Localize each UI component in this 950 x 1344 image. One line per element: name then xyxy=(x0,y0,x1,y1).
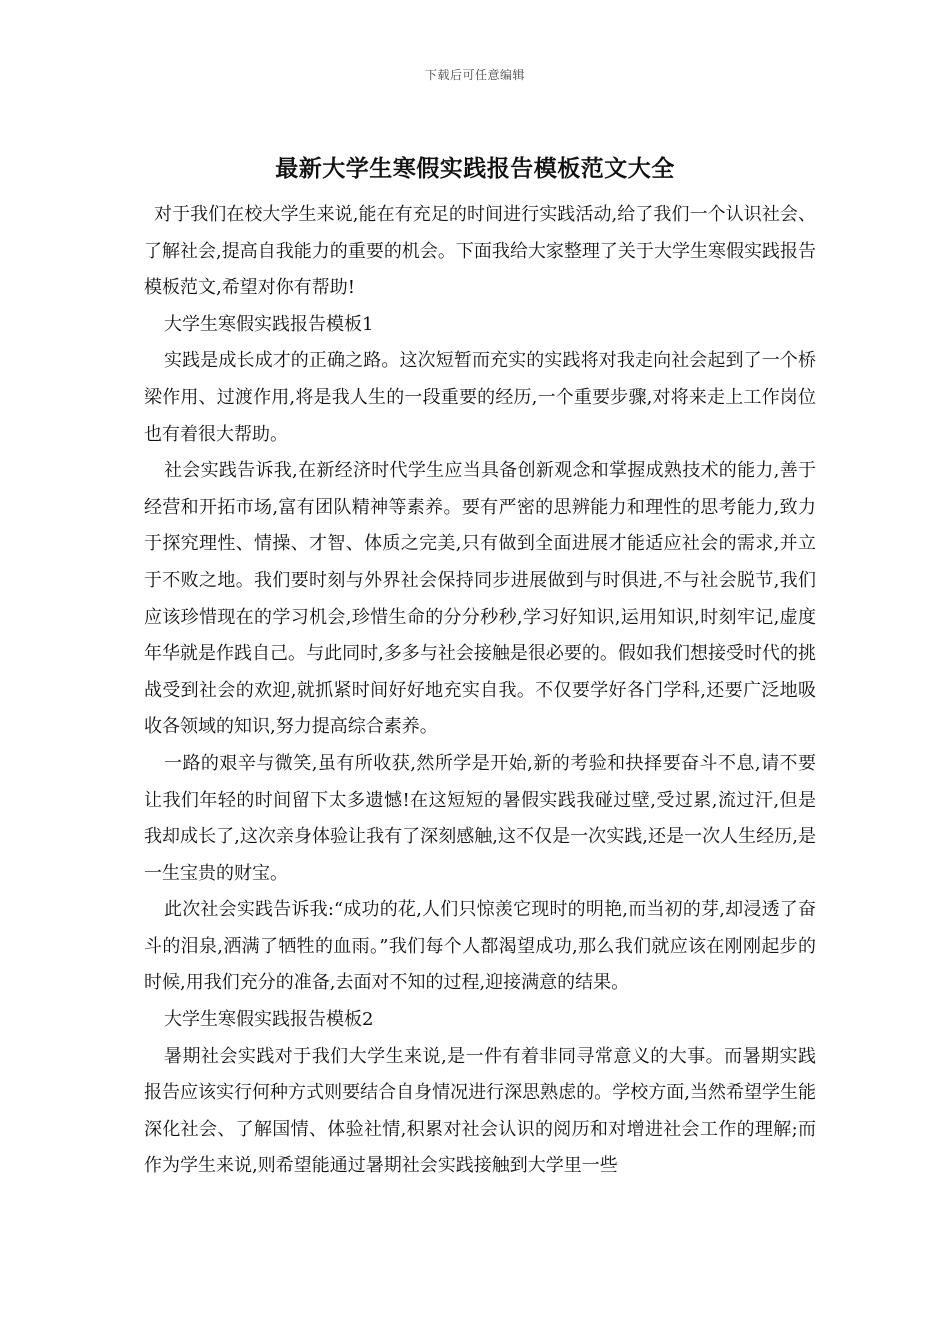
body-paragraph: 实践是成长成才的正确之路。这次短暂而充实的实践将对我走向社会起到了一个桥梁作用、过渡作用,将是我人生的一段重要的经历,一个重要步骤,对将来走上工作岗位也有着很大帮助。 xyxy=(144,350,816,445)
document-body xyxy=(144,197,816,1185)
section-heading-template-2: 大学生寒假实践报告模板2 xyxy=(164,1009,374,1031)
body-paragraph: 暑期社会实践对于我们大学生来说,是一件有着非同寻常意义的大事。而暑期实践报告应该实行何种方式则要结合自身情况进行深思熟虑的。学校方面,当然希望学生能深化社会、了解国情、体验社情,积累对社会认识的阅历和对增进社会工作的理解;而作为学生来说,则希望能通过暑期社会实践接触到大学里一些 xyxy=(144,1045,816,1177)
section-heading-template-1: 大学生寒假实践报告模板1 xyxy=(164,313,374,335)
body-paragraph: 此次社会实践告诉我:“成功的花,人们只惊羡它现时的明艳,而当初的芽,却浸透了奋斗的泪泉,洒满了牺牲的血雨。”我们每个人都渴望成功,那么我们就应该在刚刚起步的时候,用我们充分的准备,去面对不知的过程,迎接满意的结果。 xyxy=(144,899,816,994)
body-paragraph: 一路的艰辛与微笑,虽有所收获,然所学是开始,新的考验和抉择要奋斗不息,请不要让我们年轻的时间留下太多遗憾!在这短短的暑假实践我碰过壁,受过累,流过汗,但是我却成长了,这次亲身体验让我有了深刻感触,这不仅是一次实践,还是一次人生经历,是一生宝贵的财宝。 xyxy=(144,752,816,884)
intro-paragraph: 对于我们在校大学生来说,能在有充足的时间进行实践活动,给了我们一个认识社会、了解社会,提高自我能力的重要的机会。下面我给大家整理了关于大学生寒假实践报告模板范文,希望对你有帮助! xyxy=(144,204,816,299)
document-title: 最新大学生寒假实践报告模板范文大全 xyxy=(275,155,675,182)
body-paragraph: 社会实践告诉我,在新经济时代学生应当具备创新观念和掌握成熟技术的能力,善于经营和开拓市场,富有团队精神等素养。要有严密的思辨能力和理性的思考能力,致力于探究理性、情操、才智、体质之完美,只有做到全面进展才能适应社会的需求,并立于不败之地。我们要时刻与外界社会保持同步进展做到与时俱进,不与社会脱节,我们应该珍惜现在的学习机会,珍惜生命的分分秒秒,学习好知识,运用知识,时刻牢记,虚度年华就是作践自己。与此同时,多多与社会接触是很必要的。假如我们想接受时代的挑战受到社会的欢迎,就抓紧时间好好地充实自我。不仅要学好各门学科,还要广泛地吸收各领域的知识,努力提高综合素养。 xyxy=(144,460,816,738)
header-note: 下载后可任意编辑 xyxy=(424,68,525,82)
